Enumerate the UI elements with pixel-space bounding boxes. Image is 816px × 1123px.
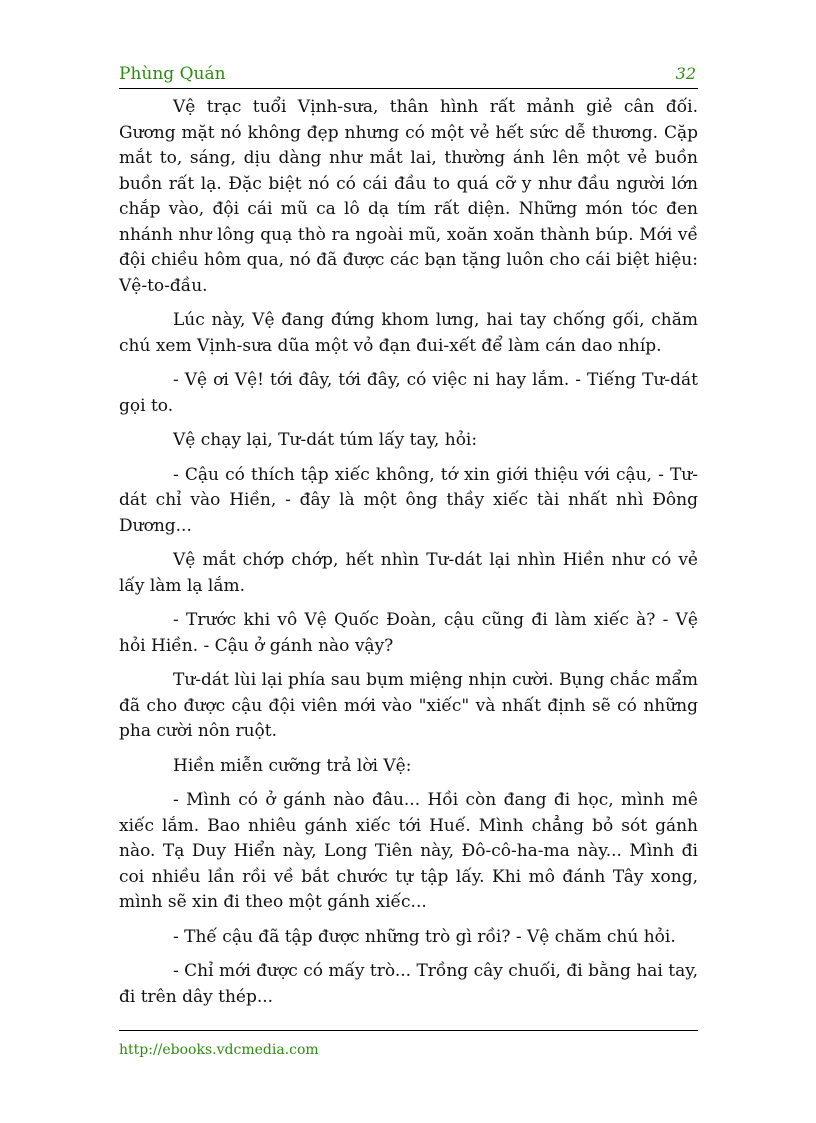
paragraph: Vệ trạc tuổi Vịnh-sưa, thân hình rất mảnh giẻ cân đối. Gương mặt nó không đẹp nhưng có một vẻ hết sức dễ thương. Cặp mắt to, sáng, dịu dàng như mắt lai, thường ánh lên một vẻ buồn buồn rất lạ. Đặc biệt nó có cái đầu to quá cỡ y như đầu người lớn chắp vào, đội cái mũ ca lô dạ tím rất diện. Những món tóc đen nhánh như lông quạ thò ra ngoài mũ, xoăn xoăn thành búp. Mới về đội chiều hôm qua, nó đã được các bạn tặng luôn cho cái biệt hiệu: Vệ-to-đầu. xyxy=(119,97,698,296)
paragraph: - Vệ ơi Vệ! tới đây, tới đây, có việc ni hay lắm. - Tiếng Tư-dát gọi to. xyxy=(119,370,698,416)
footer-divider xyxy=(119,1030,698,1031)
paragraph: - Mình có ở gánh nào đâu... Hồi còn đang đi học, mình mê xiếc lắm. Bao nhiêu gánh xiếc tới Huế. Mình chẳng bỏ sót gánh nào. Tạ Duy Hiển này, Long Tiên này, Đô-cô-ha-ma này... Mình đi coi nhiều lần rồi về bắt chước tự tập lấy. Khi mô đánh Tây xong, mình sẽ xin đi theo một gánh xiếc... xyxy=(119,790,698,912)
paragraph: - Thế cậu đã tập được những trò gì rồi? - Vệ chăm chú hỏi. xyxy=(173,926,676,947)
paragraph: Vệ mắt chớp chớp, hết nhìn Tư-dát lại nhìn Hiền như có vẻ lấy làm lạ lắm. xyxy=(119,550,698,596)
paragraph: Lúc này, Vệ đang đứng khom lưng, hai tay chống gối, chăm chú xem Vịnh-sưa dũa một vỏ đạn đui-xết để làm cán dao nhíp. xyxy=(119,310,698,356)
source-link[interactable]: http://ebooks.vdcmedia.com xyxy=(119,1042,319,1058)
paragraph: Vệ chạy lại, Tư-dát túm lấy tay, hỏi: xyxy=(173,430,478,450)
paragraph: - Chỉ mới được có mấy trò... Trồng cây chuối, đi bằng hai tay, đi trên dây thép... xyxy=(119,961,698,1007)
paragraph: Hiền miễn cưỡng trả lời Vệ: xyxy=(173,755,412,776)
page-number: 32 xyxy=(675,64,696,83)
paragraph: - Cậu có thích tập xiếc không, tớ xin giới thiệu với cậu, - Tư-dát chỉ vào Hiền, - đây là một ông thầy xiếc tài nhất nhì Đông Dương... xyxy=(119,464,698,536)
paragraph: Tư-dát lùi lại phía sau bụm miệng nhịn cười. Bụng chắc mẩm đã cho được cậu đội viên mới vào "xiếc" và nhất định sẽ có những pha cười nôn ruột. xyxy=(119,670,698,741)
author-name: Phùng Quán xyxy=(119,64,226,84)
page-header xyxy=(119,60,698,89)
page-body xyxy=(119,95,698,1019)
paragraph: - Trước khi vô Vệ Quốc Đoàn, cậu cũng đi làm xiếc à? - Vệ hỏi Hiền. - Cậu ở gánh nào vậy? xyxy=(119,610,698,656)
